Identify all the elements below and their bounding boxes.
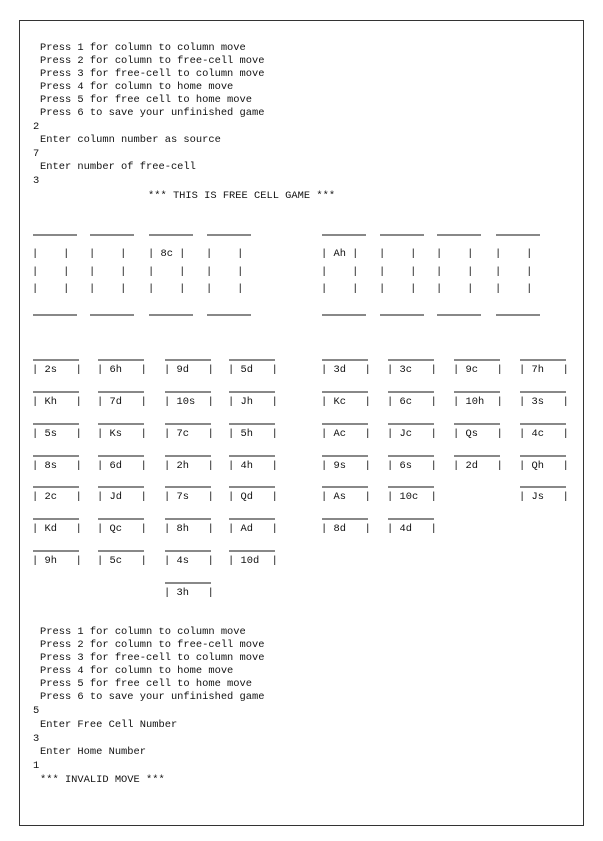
freecell-slot: | | xyxy=(206,248,244,260)
menu-line: Press 4 for column to home move xyxy=(40,81,234,93)
home-cell-slot: | | xyxy=(436,248,474,260)
tableau-card: | Ks | xyxy=(97,428,147,440)
tableau-card: | 4d | xyxy=(387,523,437,535)
tableau-card: | 6s | xyxy=(387,460,437,472)
tableau-card: | Ac | xyxy=(321,428,371,440)
tableau-card: | Kd | xyxy=(32,523,82,535)
tableau-card: | 3d | xyxy=(321,364,371,376)
tableau-card: | 6d | xyxy=(97,460,147,472)
menu-line: Press 2 for column to free-cell move xyxy=(40,55,265,67)
tableau-card: | 6h | xyxy=(97,364,147,376)
tableau-card: | 5h | xyxy=(228,428,278,440)
tableau-card: | 10c | xyxy=(387,491,437,503)
tableau-card: | Jh | xyxy=(228,396,278,408)
tableau-card: | Kh | xyxy=(32,396,82,408)
console-window xyxy=(19,20,584,826)
tableau-card: | 3s | xyxy=(519,396,569,408)
menu-line: Press 3 for free-cell to column move xyxy=(40,652,265,664)
tableau-card: | 7d | xyxy=(97,396,147,408)
tableau-card: | 9d | xyxy=(164,364,214,376)
tableau-card: | 4c | xyxy=(519,428,569,440)
freecell-slot-body: | | xyxy=(32,283,70,295)
home-cell-slot-body: | | xyxy=(495,283,533,295)
tableau-card: | As | xyxy=(321,491,371,503)
tableau-card: | 3c | xyxy=(387,364,437,376)
freecell-slot-body: | | xyxy=(32,266,70,278)
home-cell-slot-body: | | xyxy=(495,266,533,278)
home-cell-card: | Ah | xyxy=(321,248,359,260)
tableau-card: | 7h | xyxy=(519,364,569,376)
menu-line: Press 5 for free cell to home move xyxy=(40,94,253,106)
tableau-card: | 8h | xyxy=(164,523,214,535)
tableau-card: | 5s | xyxy=(32,428,82,440)
freecell-slot-body: | | xyxy=(206,266,244,278)
tableau-card: | 2s | xyxy=(32,364,82,376)
tableau-card: | Qs | xyxy=(453,428,503,440)
menu-line: Press 1 for column to column move xyxy=(40,42,246,54)
tableau-card: | 6c | xyxy=(387,396,437,408)
menu-line: Press 6 to save your unfinished game xyxy=(40,107,265,119)
game-title: *** THIS IS FREE CELL GAME *** xyxy=(148,190,336,202)
freecell-slot-body: | | xyxy=(148,283,186,295)
home-cell-slot-body: | | xyxy=(436,266,474,278)
freecell-card: | 8c | xyxy=(148,248,186,260)
prompt-freecell: Enter number of free-cell xyxy=(40,161,196,173)
freecell-slot-body: | | xyxy=(148,266,186,278)
tableau-card: | Ad | xyxy=(228,523,278,535)
home-cell-slot-body: | | xyxy=(436,283,474,295)
tableau-card: | Qd | xyxy=(228,491,278,503)
tableau-card: | 2c | xyxy=(32,491,82,503)
tableau-card: | 5c | xyxy=(97,555,147,567)
tableau-card: | Jc | xyxy=(387,428,437,440)
prompt-source-column: Enter column number as source xyxy=(40,134,221,146)
tableau-card: | 4h | xyxy=(228,460,278,472)
tableau-card: | 2h | xyxy=(164,460,214,472)
menu-line: Press 5 for free cell to home move xyxy=(40,678,253,690)
tableau-card: | 5d | xyxy=(228,364,278,376)
user-input: 3 xyxy=(33,733,40,745)
menu-line: Press 4 for column to home move xyxy=(40,665,234,677)
tableau-card: | 10d | xyxy=(228,555,278,567)
user-input: 2 xyxy=(33,121,40,133)
freecell-slot-body: | | xyxy=(89,283,127,295)
tableau-card: | Qh | xyxy=(519,460,569,472)
tableau-card: | Js | xyxy=(519,491,569,503)
tableau-card: | 7s | xyxy=(164,491,214,503)
tableau-card: | Qc | xyxy=(97,523,147,535)
tableau-card: | 10s | xyxy=(164,396,214,408)
menu-line: Press 2 for column to free-cell move xyxy=(40,639,265,651)
user-input: 7 xyxy=(33,148,40,160)
error-message: *** INVALID MOVE *** xyxy=(40,774,165,786)
prompt-home-number: Enter Home Number xyxy=(40,746,147,758)
menu-line: Press 3 for free-cell to column move xyxy=(40,68,265,80)
tableau-card: | 9h | xyxy=(32,555,82,567)
home-cell-slot: | | xyxy=(379,248,417,260)
tableau-card: | 9s | xyxy=(321,460,371,472)
tableau-card: | 3h | xyxy=(164,587,214,599)
tableau-card: | 7c | xyxy=(164,428,214,440)
user-input: 1 xyxy=(33,760,40,772)
tableau-card: | 8s | xyxy=(32,460,82,472)
tableau-card: | 9c | xyxy=(453,364,503,376)
freecell-slot: | | xyxy=(89,248,127,260)
home-cell-slot-body: | | xyxy=(321,283,359,295)
home-cell-slot-body: | | xyxy=(379,266,417,278)
card-frame-lines xyxy=(20,21,583,825)
tableau-card: | 8d | xyxy=(321,523,371,535)
prompt-freecell-number: Enter Free Cell Number xyxy=(40,719,178,731)
home-cell-slot: | | xyxy=(495,248,533,260)
home-cell-slot-body: | | xyxy=(379,283,417,295)
tableau-card: | 10h | xyxy=(453,396,503,408)
menu-line: Press 1 for column to column move xyxy=(40,626,246,638)
menu-line: Press 6 to save your unfinished game xyxy=(40,691,265,703)
freecell-slot-body: | | xyxy=(89,266,127,278)
tableau-card: | Kc | xyxy=(321,396,371,408)
freecell-slot: | | xyxy=(32,248,70,260)
home-cell-slot-body: | | xyxy=(321,266,359,278)
tableau-card: | 2d | xyxy=(453,460,503,472)
tableau-card: | Jd | xyxy=(97,491,147,503)
user-input: 3 xyxy=(33,175,40,187)
user-input: 5 xyxy=(33,705,40,717)
tableau-card: | 4s | xyxy=(164,555,214,567)
freecell-slot-body: | | xyxy=(206,283,244,295)
